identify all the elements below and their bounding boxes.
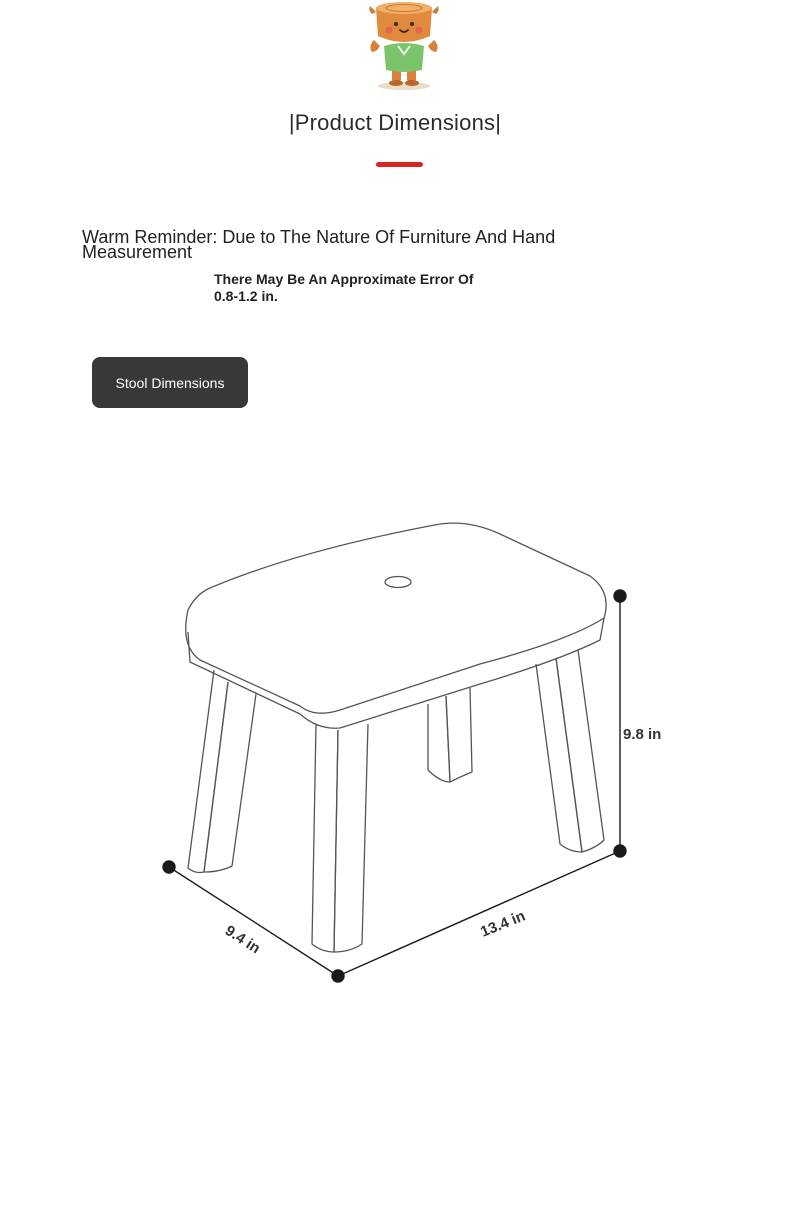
page-title: |Product Dimensions| <box>288 110 502 135</box>
dimension-point <box>332 970 344 982</box>
dimension-point <box>614 590 626 602</box>
stool-illustration <box>186 523 606 952</box>
warm-reminder-text: Warm Reminder: Due to The Nature Of Furniture And Hand Measurement <box>82 227 556 262</box>
stool-dimensions-tab[interactable]: Stool Dimensions <box>92 357 248 408</box>
tree-stump-mascot-icon <box>364 0 444 92</box>
dimension-point <box>163 861 175 873</box>
title-underline <box>376 162 423 167</box>
depth-dimension-label: 9.4 in <box>221 922 264 958</box>
dimension-point <box>614 845 626 857</box>
height-dimension-label: 9.8 in <box>623 726 662 743</box>
width-dimension-label: 13.4 in <box>478 907 528 941</box>
error-note-text: There May Be An Approximate Error Of 0.8-1.2 in. <box>214 271 474 304</box>
stool-dimension-diagram <box>0 500 790 1000</box>
